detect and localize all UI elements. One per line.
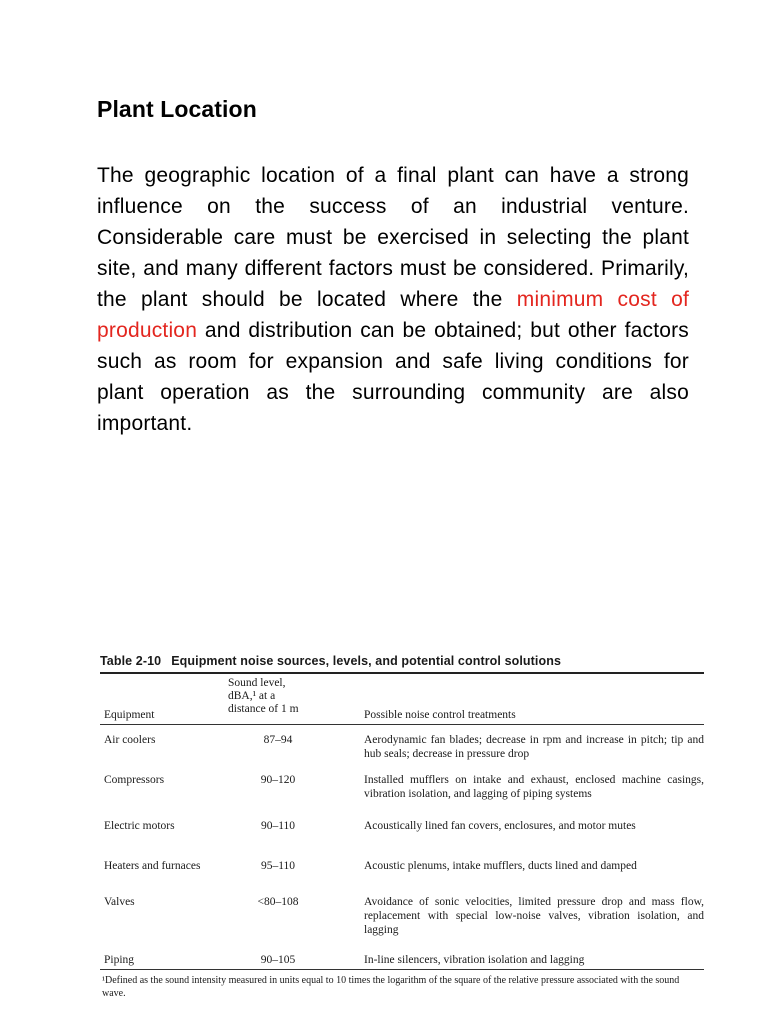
body-paragraph: [97, 160, 689, 439]
cell-equipment: Heaters and furnaces: [104, 860, 201, 872]
cell-treatment: Acoustically lined fan covers, enclosures, and motor mutes: [364, 820, 636, 832]
cell-equipment: Electric motors: [104, 820, 175, 832]
cell-treatment: Avoidance of sonic velocities, limited pressure drop and mass flow, replacement with special low-noise valves, vibration isolation, and lagging: [364, 896, 704, 936]
cell-sound-level: 90–110: [260, 820, 296, 832]
cell-equipment: Air coolers: [104, 734, 156, 746]
table-row: [100, 819, 704, 859]
cell-treatment: Acoustic plenums, intake mufflers, ducts lined and damped: [364, 860, 637, 872]
table-number: Table 2-10: [100, 654, 162, 668]
table-header: [100, 674, 704, 724]
slide-title: Plant Location: [97, 96, 257, 122]
table-row: [100, 895, 704, 953]
highlighted-phrase: minimum cost of production: [97, 288, 689, 342]
table-row: [100, 953, 704, 969]
cell-sound-level: <80–108: [257, 896, 299, 908]
table-row: [100, 773, 704, 819]
header-equipment: Equipment: [104, 709, 155, 721]
paragraph-text-start: The geographic location of a final plant can have a strong influence on the success of an industrial venture. Considerable care must be exercised in selecting the plant site, and many different factors must be considered. Primarily, the plant should be located where the: [97, 164, 689, 311]
header-treatments: Possible noise control treatments: [364, 709, 516, 721]
cell-treatment: Aerodynamic fan blades; decrease in rpm and increase in pitch; tip and hub seals; decrease in pressure drop: [364, 734, 704, 760]
header-sound-level-line2: dBA,¹ at a: [228, 690, 276, 702]
header-sound-level-line3: distance of 1 m: [228, 703, 299, 715]
cell-sound-level: 87–94: [263, 734, 293, 746]
header-sound-level: [228, 677, 299, 716]
cell-equipment: Valves: [104, 896, 135, 908]
table-caption-text: Equipment noise sources, levels, and potential control solutions: [171, 654, 562, 668]
header-sound-level-line1: Sound level,: [228, 677, 286, 689]
table-row: [100, 859, 704, 895]
noise-table-image: [100, 652, 704, 1000]
cell-sound-level: 95–110: [260, 860, 296, 872]
paragraph-text-end: and distribution can be obtained; but other factors such as room for expansion and safe living conditions for plant operation as the surrounding community are also important.: [97, 319, 689, 435]
cell-sound-level: 90–105: [260, 954, 296, 966]
cell-treatment: Installed mufflers on intake and exhaust, enclosed machine casings, vibration isolation, and lagging of piping systems: [364, 774, 704, 800]
cell-equipment: Compressors: [104, 774, 165, 786]
cell-treatment: In-line silencers, vibration isolation and lagging: [364, 954, 585, 966]
table-bottom-rule: [100, 969, 704, 970]
cell-sound-level: 90–120: [260, 774, 296, 786]
table-caption: [100, 652, 704, 670]
table-footnote: ¹Defined as the sound intensity measured in units equal to 10 times the logarithm of the square of the relative pressure associated with the sound wave.: [102, 975, 680, 999]
cell-equipment: Piping: [104, 954, 135, 966]
table-row: [100, 725, 704, 773]
